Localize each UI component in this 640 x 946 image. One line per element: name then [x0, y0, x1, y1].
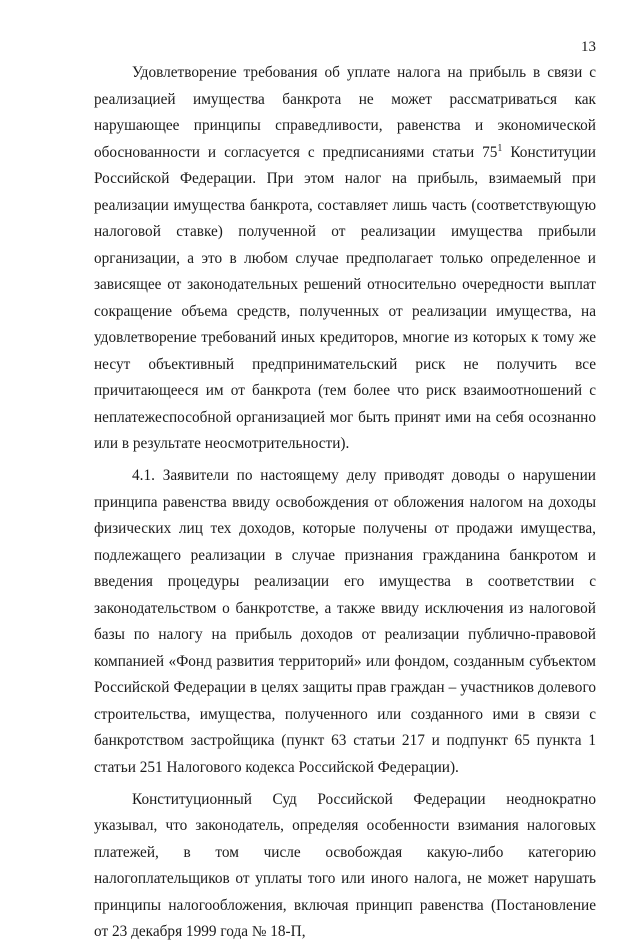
paragraph-3: Конституционный Суд Российской Федерации неоднократно указывал, что законодатель, определяя особенности взимания налоговых платежей, в том числе освобождая какую-либо категорию налогоплательщиков от уплаты того или иного налога, не может нарушать принципы налогообложения, включая принцип равенства (Постановление от 23 декабря 1999 года № 18-П,	[94, 790, 596, 940]
paragraph-1-text-start: Удовлетворение требования об уплате налога на прибыль в связи с реализацией имущества банкрота не может рассматриваться как нарушающее принципы справедливости, равенства и экономической обоснованности и согласуется с предписаниями статьи 75	[94, 64, 596, 161]
article-superscript: 1	[497, 142, 503, 154]
page-number: 13	[581, 39, 596, 55]
paragraph-2: 4.1. Заявители по настоящему делу приводят доводы о нарушении принципа равенства ввиду освобождения от обложения налогом на доходы физических лиц тех доходов, которые получены от продажи имущества, подлежащего реализации в случае признания гражданина банкротом и введения процедуры реализации его имущества в соответствии с законодательством о банкротстве, а также ввиду исключения из налоговой базы по налогу на прибыль доходов от реализации публично-правовой компанией «Фонд развития территорий» или фондом, созданным субъектом Российской Федерации в целях защиты прав граждан – участников долевого строительства, имущества, полученного или созданного ими в связи с банкротством застройщика (пункт 63 статьи 217 и подпункт 65 пункта 1 статьи 251 Налогового кодекса Российской Федерации).	[94, 467, 596, 776]
paragraph-1	[94, 60, 596, 458]
paragraph-1-text-end: Конституции Российской Федерации. При этом налог на прибыль, взимаемый при реализации имущества банкрота, составляет лишь часть (соответствующую налоговой ставке) полученной от реализации имущества прибыли организации, а это в любом случае предполагает только определенное и зависящее от законодательных решений относительно очередности выплат сокращение объема средств, полученных от реализации имущества, на удовлетворение требований иных кредиторов, многие из которых к тому же несут объективный предпринимательский риск не получить все причитающееся им от банкрота (тем более что риск взаимоотношений с неплатежеспособной организацией мог быть принят ими на себя осознанно или в результате неосмотрительности).	[94, 143, 596, 452]
document-body	[94, 60, 596, 946]
